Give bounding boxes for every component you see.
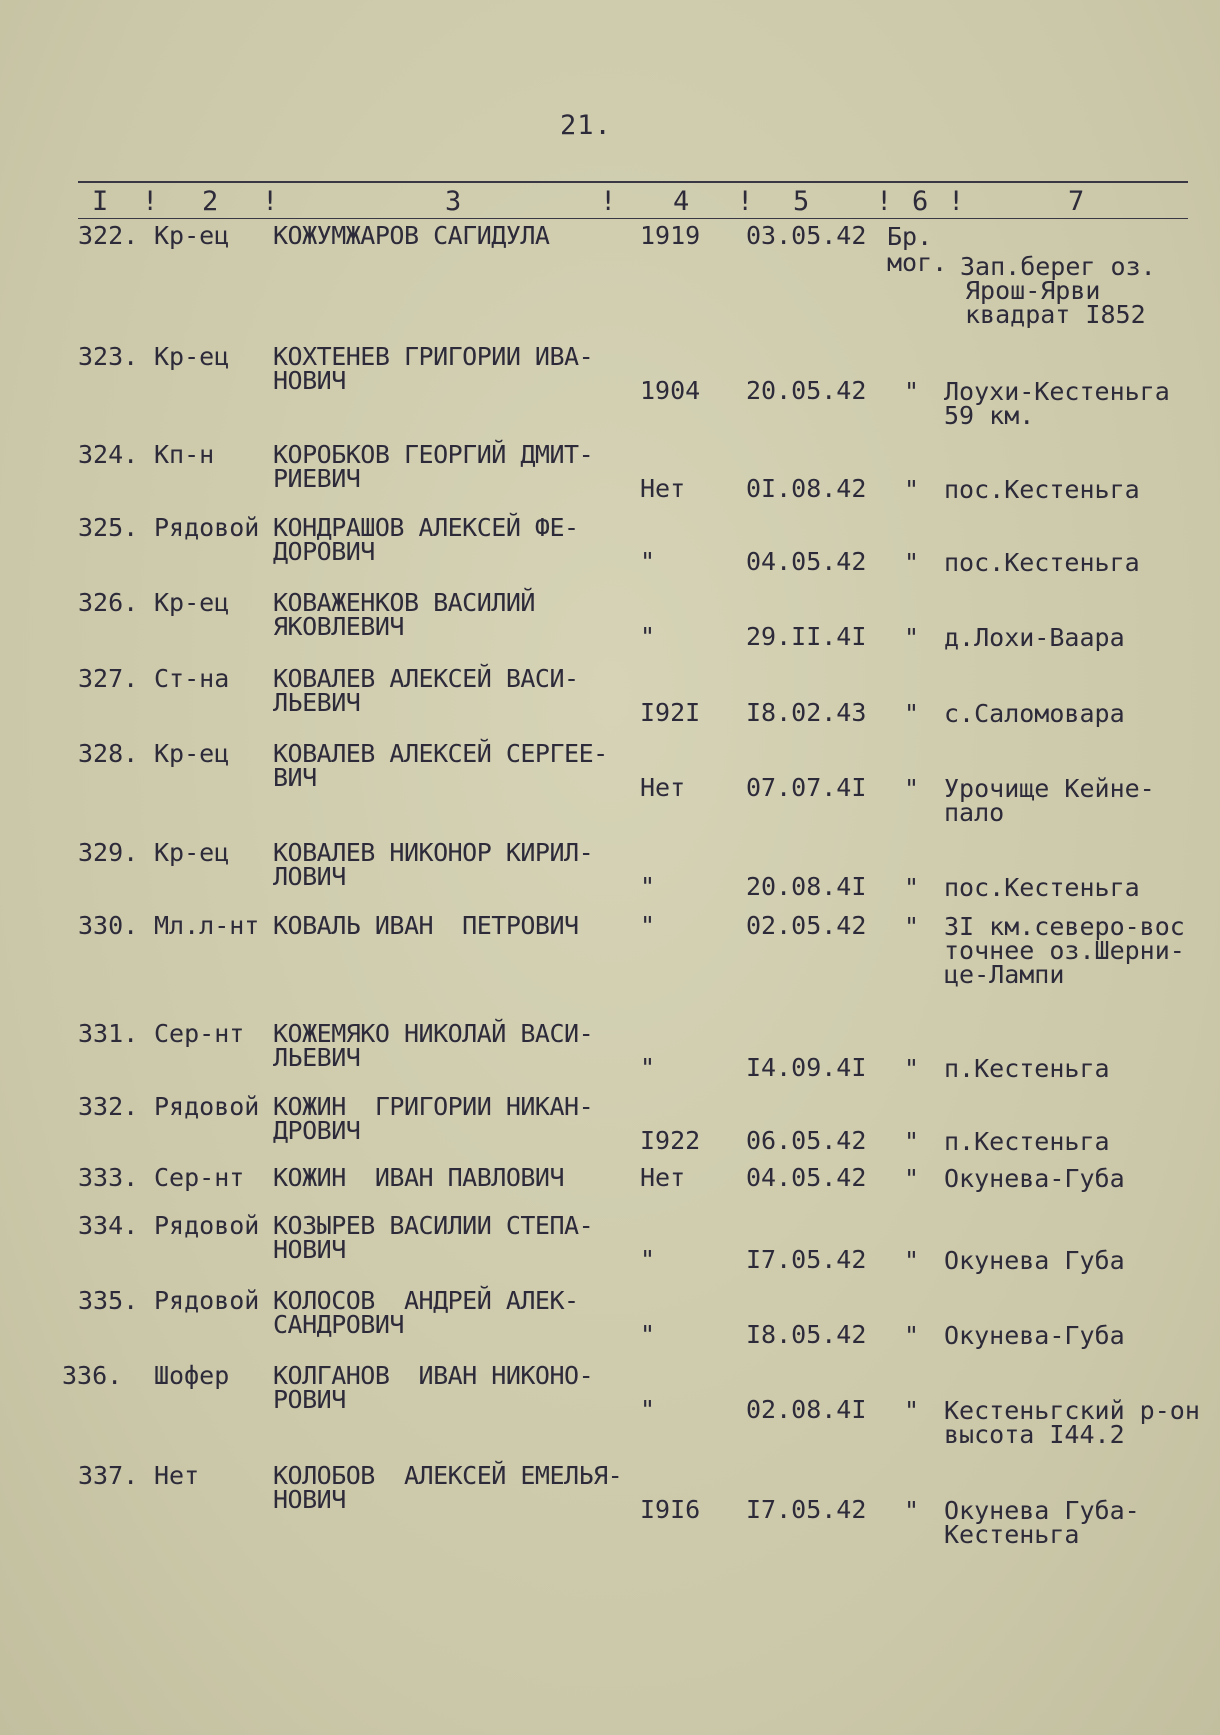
record-number: 324.: [78, 440, 139, 469]
record-burial-ditto: ": [904, 1321, 920, 1350]
record-name-line: КОЛГАНОВ ИВАН НИКОНО-: [273, 1361, 594, 1390]
record-number: 326.: [78, 588, 139, 617]
record-name-line: КОЖИН ГРИГОРИИ НИКАН-: [273, 1092, 594, 1121]
record-name-line: САНДРОВИЧ: [273, 1310, 404, 1339]
record-burial-ditto: ": [904, 548, 920, 577]
record-burial-ditto: ": [904, 377, 920, 406]
record-name-line: КОВАЛЬ ИВАН ПЕТРОВИЧ: [273, 911, 579, 940]
record-death-date: 07.07.4I: [746, 773, 867, 802]
record-name-line: ДОРОВИЧ: [273, 537, 375, 566]
record-name-line: НОВИЧ: [273, 366, 346, 395]
record-number: 325.: [78, 513, 139, 542]
record-death-date: 0I.08.42: [746, 474, 867, 503]
header-bottom-rule: [78, 218, 1188, 219]
page-number: 21.: [560, 110, 612, 141]
col-header-7: 7: [1068, 186, 1085, 217]
record-name-line: ЛЬЕВИЧ: [273, 1043, 361, 1072]
record-birth-year: I922: [640, 1126, 701, 1155]
record-burial-ditto: ": [904, 1496, 920, 1525]
record-place-line: точнее оз.Шерни-: [944, 936, 1185, 965]
record-place-line: п.Кестеньга: [944, 1054, 1110, 1083]
record-death-date: I7.05.42: [746, 1495, 867, 1524]
record-birth-year: ": [640, 1395, 656, 1424]
record-place-line: Зап.берег оз.: [960, 252, 1156, 281]
record-death-date: 04.05.42: [746, 547, 867, 576]
record-name-line: НОВИЧ: [273, 1235, 346, 1264]
col-separator: !: [948, 186, 965, 217]
record-name-line: КОЛОБОВ АЛЕКСЕЙ ЕМЕЛЬЯ-: [273, 1461, 623, 1490]
record-place-line: Урочище Кейне-: [944, 774, 1155, 803]
record-birth-year: ": [640, 1245, 656, 1274]
record-birth-year: ": [640, 622, 656, 651]
record-name-line: РИЕВИЧ: [273, 464, 361, 493]
record-rank: Рядовой: [154, 1211, 260, 1240]
record-place-line: пос.Кестеньга: [944, 548, 1140, 577]
record-burial-ditto: ": [904, 1246, 920, 1275]
record-birth-year: Нет: [640, 773, 686, 802]
record-name-line: ЯКОВЛЕВИЧ: [273, 612, 404, 641]
record-place-line: пало: [944, 798, 1005, 827]
record-place-line: с.Саломовара: [944, 699, 1125, 728]
record-birth-year: I92I: [640, 698, 701, 727]
record-number: 337.: [78, 1461, 139, 1490]
record-name-line: КОРОБКОВ ГЕОРГИЙ ДМИТ-: [273, 440, 594, 469]
col-header-4: 4: [673, 186, 690, 217]
header-top-rule: [78, 181, 1188, 183]
record-place-line: це-Лампи: [944, 960, 1065, 989]
record-birth-year: Нет: [640, 1163, 686, 1192]
record-birth-year: I9I6: [640, 1495, 701, 1524]
record-burial-ditto: ": [904, 1164, 920, 1193]
record-place-line: квадрат I852: [965, 300, 1146, 329]
record-rank: Кр-ец: [154, 739, 230, 768]
record-death-date: 04.05.42: [746, 1163, 867, 1192]
record-number: 335.: [78, 1286, 139, 1315]
record-birth-year: 1904: [640, 376, 701, 405]
record-name-line: КОВАЛЕВ АЛЕКСЕЙ СЕРГЕЕ-: [273, 739, 608, 768]
record-number: 329.: [78, 838, 139, 867]
record-number: 327.: [78, 664, 139, 693]
record-burial-ditto: ": [904, 623, 920, 652]
record-place-line: Окунева Губа-: [944, 1496, 1140, 1525]
record-death-date: 03.05.42: [746, 221, 867, 250]
record-number: 333.: [78, 1163, 139, 1192]
record-birth-year: ": [640, 547, 656, 576]
record-place-line: Окунева-Губа: [944, 1164, 1125, 1193]
record-death-date: 29.II.4I: [746, 622, 867, 651]
record-name-line: КОЖУМЖАРОВ САГИДУЛА: [273, 221, 550, 250]
record-number: 328.: [78, 739, 139, 768]
record-rank: Нет: [154, 1461, 200, 1490]
record-death-date: 20.05.42: [746, 376, 867, 405]
record-rank: Рядовой: [154, 1092, 260, 1121]
record-place-line: п.Кестеньга: [944, 1127, 1110, 1156]
record-rank: Кр-ец: [154, 838, 230, 867]
record-name-line: КОЖЕМЯКО НИКОЛАЙ ВАСИ-: [273, 1019, 594, 1048]
col-header-1: I: [92, 186, 109, 217]
record-burial-ditto: ": [904, 873, 920, 902]
record-name-line: ВИЧ: [273, 763, 317, 792]
record-name-line: ДРОВИЧ: [273, 1116, 361, 1145]
record-burial-ditto: ": [904, 699, 920, 728]
record-name-line: КОНДРАШОВ АЛЕКСЕЙ ФЕ-: [273, 513, 579, 542]
record-death-date: I7.05.42: [746, 1245, 867, 1274]
record-rank: Сер-нт: [154, 1163, 245, 1192]
record-rank: Кр-ец: [154, 342, 230, 371]
record-name-line: КОВАЖЕНКОВ ВАСИЛИЙ: [273, 588, 535, 617]
record-burial-ditto: ": [904, 475, 920, 504]
record-name-line: КОЗЫРЕВ ВАСИЛИИ СТЕПА-: [273, 1211, 594, 1240]
col-separator: !: [876, 186, 893, 217]
record-name-line: ЛОВИЧ: [273, 862, 346, 891]
record-burial-ditto: ": [904, 912, 920, 941]
record-rank: Шофер: [154, 1361, 230, 1390]
record-birth-year: 1919: [640, 221, 701, 250]
record-name-line: КОЛОСОВ АНДРЕЙ АЛЕК-: [273, 1286, 579, 1315]
record-name-line: КОВАЛЕВ НИКОНОР КИРИЛ-: [273, 838, 594, 867]
record-place-line: Кестеньгский р-он: [944, 1396, 1200, 1425]
record-number: 332.: [78, 1092, 139, 1121]
record-birth-year: ": [640, 872, 656, 901]
col-separator: !: [737, 186, 754, 217]
record-place-line: высота I44.2: [944, 1420, 1125, 1449]
record-burial-ditto: ": [904, 774, 920, 803]
record-number: 336.: [62, 1361, 123, 1390]
record-place-line: пос.Кестеньга: [944, 475, 1140, 504]
record-place-line: Ярош-Ярви: [965, 276, 1101, 305]
record-rank: Сер-нт: [154, 1019, 245, 1048]
record-burial-ditto: ": [904, 1396, 920, 1425]
record-death-date: 02.08.4I: [746, 1395, 867, 1424]
record-place-line: пос.Кестеньга: [944, 873, 1140, 902]
record-place-line: Лоухи-Кестеньга: [944, 377, 1170, 406]
record-name-line: РОВИЧ: [273, 1385, 346, 1414]
record-birth-year: ": [640, 911, 656, 940]
record-rank: Рядовой: [154, 513, 260, 542]
col-separator: !: [600, 186, 617, 217]
record-rank: Кр-ец: [154, 221, 230, 250]
record-death-date: I4.09.4I: [746, 1053, 867, 1082]
record-burial-line: Бр.: [887, 222, 933, 251]
record-number: 334.: [78, 1211, 139, 1240]
record-burial-ditto: ": [904, 1054, 920, 1083]
col-header-2: 2: [202, 186, 219, 217]
record-death-date: 02.05.42: [746, 911, 867, 940]
record-place-line: 3I км.северо-вос: [944, 912, 1185, 941]
record-name-line: НОВИЧ: [273, 1485, 346, 1514]
record-place-line: Окунева-Губа: [944, 1321, 1125, 1350]
record-number: 322.: [78, 221, 139, 250]
record-number: 330.: [78, 911, 139, 940]
record-rank: Мл.л-нт: [154, 911, 260, 940]
record-place-line: д.Лохи-Ваара: [944, 623, 1125, 652]
record-death-date: I8.02.43: [746, 698, 867, 727]
record-death-date: 06.05.42: [746, 1126, 867, 1155]
record-rank: Кп-н: [154, 440, 215, 469]
record-name-line: ЛЬЕВИЧ: [273, 688, 361, 717]
record-birth-year: ": [640, 1053, 656, 1082]
col-header-5: 5: [793, 186, 810, 217]
record-death-date: 20.08.4I: [746, 872, 867, 901]
record-name-line: КОЖИН ИВАН ПАВЛОВИЧ: [273, 1163, 565, 1192]
record-birth-year: ": [640, 1320, 656, 1349]
col-separator: !: [262, 186, 279, 217]
record-death-date: I8.05.42: [746, 1320, 867, 1349]
record-burial-ditto: ": [904, 1127, 920, 1156]
record-place-line: 59 км.: [944, 401, 1035, 430]
col-header-3: 3: [445, 186, 462, 217]
record-burial-line: мог.: [887, 248, 948, 277]
record-name-line: КОВАЛЕВ АЛЕКСЕЙ ВАСИ-: [273, 664, 579, 693]
record-number: 331.: [78, 1019, 139, 1048]
col-separator: !: [142, 186, 159, 217]
record-number: 323.: [78, 342, 139, 371]
record-place-line: Кестеньга: [944, 1520, 1080, 1549]
col-header-6: 6: [912, 186, 929, 217]
record-rank: Ст-на: [154, 664, 230, 693]
record-name-line: КОХТЕНЕВ ГРИГОРИИ ИВА-: [273, 342, 594, 371]
record-birth-year: Нет: [640, 474, 686, 503]
record-rank: Кр-ец: [154, 588, 230, 617]
record-rank: Рядовой: [154, 1286, 260, 1315]
record-place-line: Окунева Губа: [944, 1246, 1125, 1275]
